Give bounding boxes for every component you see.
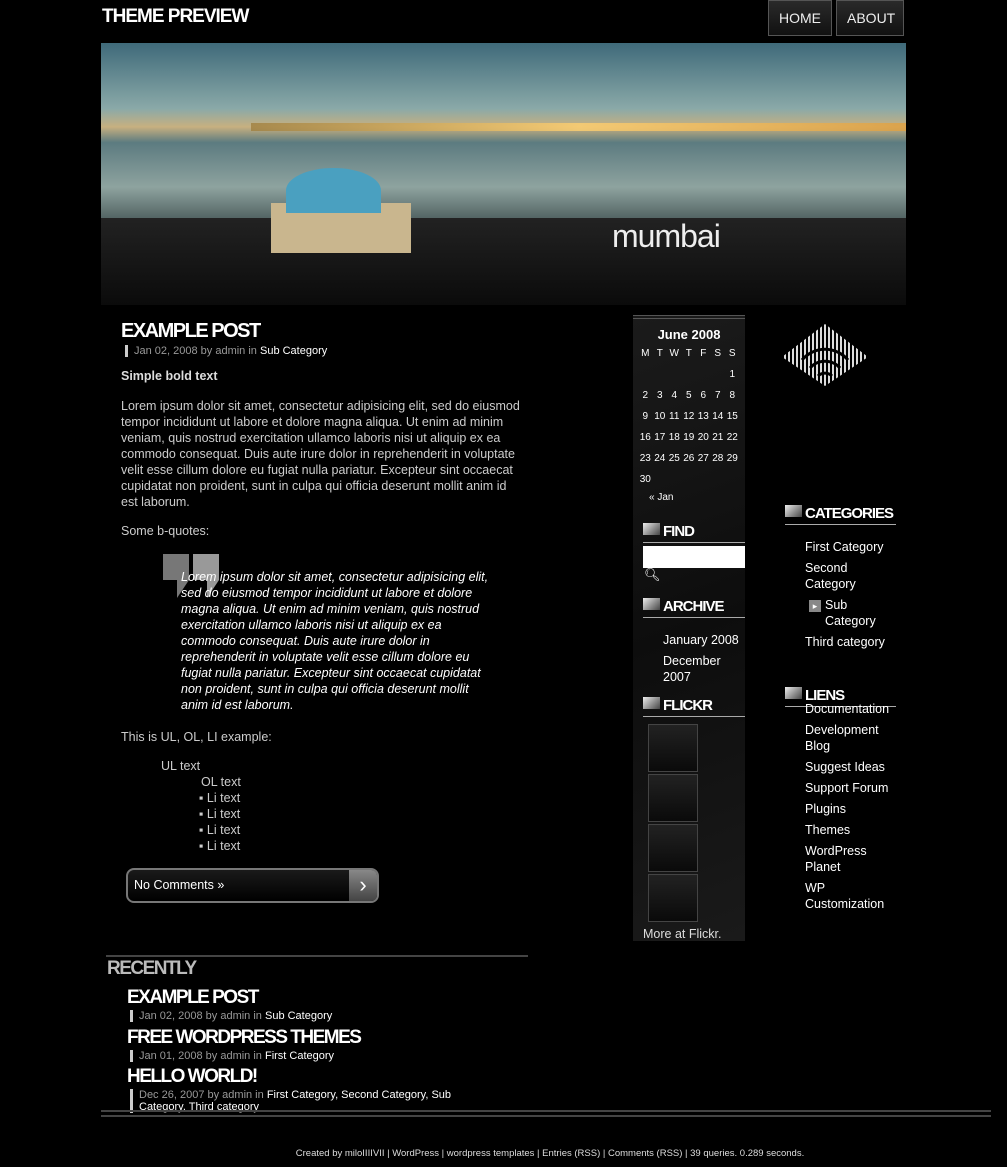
calendar-day: 6 bbox=[700, 390, 707, 401]
arrow-right-icon: › bbox=[349, 870, 377, 901]
flickr-thumb[interactable] bbox=[648, 774, 698, 822]
flickr-more-link[interactable]: More at Flickr. bbox=[643, 927, 722, 941]
lien-link[interactable]: Documentation bbox=[805, 702, 890, 716]
recent-post-title[interactable]: FREE WORDPRESS THEMES bbox=[127, 1027, 361, 1048]
post-category-link[interactable]: Sub Category bbox=[259, 345, 328, 357]
archive-title: ARCHIVE bbox=[643, 598, 745, 618]
recent-category-link[interactable]: First Category, Second Category, Sub Category, Third category bbox=[139, 1089, 452, 1113]
lien-link[interactable]: Plugins bbox=[805, 802, 846, 816]
calendar-day-header: S bbox=[728, 348, 736, 359]
calendar-day: 3 bbox=[656, 390, 663, 401]
calendar-day bbox=[667, 469, 682, 490]
calendar-day bbox=[638, 364, 653, 385]
category-link[interactable]: Third category bbox=[805, 635, 885, 649]
nav-home[interactable]: HOME bbox=[768, 0, 832, 36]
search-icon[interactable]: 🔍︎ bbox=[644, 567, 661, 582]
archive-link[interactable]: January 2008 bbox=[663, 633, 739, 647]
calendar-day bbox=[725, 469, 740, 490]
calendar-day: 25 bbox=[668, 453, 680, 464]
header-banner bbox=[101, 43, 906, 305]
liens-title: LIENS bbox=[785, 687, 896, 707]
calendar-day: 18 bbox=[668, 432, 680, 443]
calendar-day: 24 bbox=[654, 453, 666, 464]
list-label: This is UL, OL, LI example: bbox=[121, 730, 272, 744]
flickr-title: FLICKR bbox=[643, 697, 745, 717]
lien-link[interactable]: WP Customization bbox=[805, 881, 885, 911]
calendar-day-header: S bbox=[714, 348, 722, 359]
calendar-prev-link[interactable]: « Jan bbox=[649, 492, 674, 503]
calendar-day bbox=[682, 364, 697, 385]
ul-text: UL text bbox=[161, 759, 201, 773]
calendar-day: 17 bbox=[654, 432, 666, 443]
recent-post-title[interactable]: HELLO WORLD! bbox=[127, 1066, 257, 1087]
calendar-day: 5 bbox=[685, 390, 692, 401]
calendar-day bbox=[653, 469, 668, 490]
calendar-day: 28 bbox=[712, 453, 724, 464]
calendar-day: 22 bbox=[726, 432, 738, 443]
ol-text: OL text bbox=[201, 775, 241, 789]
calendar-day bbox=[711, 364, 726, 385]
calendar-day-header: W bbox=[669, 348, 679, 359]
calendar-day-header: M bbox=[641, 348, 650, 359]
lien-link[interactable]: Themes bbox=[805, 823, 851, 837]
nav-about[interactable]: ABOUT bbox=[836, 0, 904, 36]
lien-link[interactable]: WordPress Planet bbox=[805, 844, 867, 874]
calendar-day-header: T bbox=[685, 348, 692, 359]
calendar-day: 29 bbox=[726, 453, 738, 464]
list-item: ▪ Li text bbox=[199, 839, 241, 853]
bquotes-label: Some b-quotes: bbox=[121, 524, 210, 538]
lien-link[interactable]: Suggest Ideas bbox=[805, 760, 885, 774]
calendar-day: 11 bbox=[669, 411, 680, 422]
calendar-day: 15 bbox=[726, 411, 738, 422]
calendar-day: 12 bbox=[683, 411, 695, 422]
blockquote: Lorem ipsum dolor sit amet, consectetur adipisicing elit, sed do eiusmod tempor incididunt ut labore et dolore magna aliqua. Ut enim ad minim veniam, quis nostrud exercitation ullamco laboris nisi ut aliquip ex ea commodo consequat. Duis aute irure dolor in reprehenderit in voluptate velit esse cillum dolore eu fugiat nulla pariatur. Excepteur sint occaecat cupidatat non proident, sunt in culpa qui officia deserunt mollit anim id est laborum. bbox=[181, 570, 489, 712]
find-title: FIND bbox=[643, 523, 745, 543]
category-link[interactable]: First Category bbox=[805, 540, 884, 554]
recent-category-link[interactable]: Sub Category bbox=[264, 1010, 333, 1022]
site-title[interactable]: THEME PREVIEW bbox=[102, 6, 249, 27]
list-item: ▪ Li text bbox=[199, 791, 241, 805]
calendar-day: 26 bbox=[683, 453, 695, 464]
calendar-day: 20 bbox=[697, 432, 709, 443]
calendar-day-header: F bbox=[700, 348, 707, 359]
calendar-day: 13 bbox=[697, 411, 709, 422]
calendar-day bbox=[696, 469, 711, 490]
calendar-day: 16 bbox=[639, 432, 651, 443]
recently-title: RECENTLY bbox=[107, 958, 196, 979]
calendar-day: 9 bbox=[642, 411, 649, 422]
calendar-day: 8 bbox=[729, 390, 736, 401]
category-link[interactable]: Second Category bbox=[805, 561, 856, 591]
post-meta: Jan 02, 2008 by admin in Sub Category bbox=[125, 345, 327, 357]
calendar-day-header: T bbox=[656, 348, 663, 359]
calendar-day bbox=[682, 469, 697, 490]
flickr-thumb[interactable] bbox=[648, 874, 698, 922]
category-link[interactable]: ▸ Sub Category bbox=[805, 597, 900, 629]
calendar-day: 27 bbox=[697, 453, 709, 464]
post-title[interactable]: EXAMPLE POST bbox=[121, 320, 260, 342]
post-body: Lorem ipsum dolor sit amet, consectetur adipisicing elit, sed do eiusmod tempor incididunt ut labore et dolore magna aliqua. Ut enim ad minim veniam, quis nostrud exercitation ullamco laboris nisi ut aliquip ex ea commodo consequat. Duis aute irure dolor in reprehenderit in voluptate velit esse cillum dolore eu fugiat nulla pariatur. Excepteur sint occaecat cupidatat non proident, sunt in culpa qui officia deserunt mollit anim id est laborum. bbox=[121, 399, 520, 509]
arrow-icon: ▸ bbox=[809, 600, 821, 612]
calendar-day: 1 bbox=[729, 369, 736, 380]
footer-credits: Created by miloIIIIVII | WordPress | wordpress templates | Entries (RSS) | Comments (RSS) | 39 queries. 0.289 seconds. bbox=[295, 1148, 805, 1159]
calendar-day bbox=[696, 364, 711, 385]
lien-link[interactable]: Development Blog bbox=[805, 723, 879, 753]
calendar bbox=[638, 343, 740, 490]
calendar-day: 23 bbox=[639, 453, 651, 464]
recent-category-link[interactable]: First Category bbox=[264, 1050, 335, 1062]
flickr-thumb[interactable] bbox=[648, 824, 698, 872]
categories-title: CATEGORIES bbox=[785, 505, 896, 525]
bold-text: Simple bold text bbox=[121, 369, 218, 383]
rss-icon[interactable] bbox=[780, 322, 870, 387]
list-item: ▪ Li text bbox=[199, 823, 241, 837]
calendar-day: 2 bbox=[642, 390, 649, 401]
calendar-day bbox=[711, 469, 726, 490]
calendar-day bbox=[653, 364, 668, 385]
search-input[interactable] bbox=[643, 546, 745, 568]
calendar-day: 10 bbox=[654, 411, 666, 422]
calendar-day: 30 bbox=[639, 474, 651, 485]
list-item: ▪ Li text bbox=[199, 807, 241, 821]
comments-button[interactable]: No Comments » › bbox=[126, 868, 379, 903]
lien-link[interactable]: Support Forum bbox=[805, 781, 889, 795]
banner-caption: mumbai bbox=[612, 218, 720, 254]
sidebar-column bbox=[633, 315, 745, 941]
li-list bbox=[199, 790, 240, 854]
calendar-day bbox=[667, 364, 682, 385]
calendar-day: 21 bbox=[712, 432, 724, 443]
flickr-thumb[interactable] bbox=[648, 724, 698, 772]
calendar-day: 7 bbox=[714, 390, 721, 401]
calendar-title: June 2008 bbox=[657, 327, 721, 342]
archive-link[interactable]: December 2007 bbox=[663, 654, 721, 684]
calendar-day: 4 bbox=[671, 390, 678, 401]
calendar-day: 19 bbox=[683, 432, 695, 443]
recent-post-title[interactable]: EXAMPLE POST bbox=[127, 987, 258, 1008]
calendar-day: 14 bbox=[712, 411, 724, 422]
